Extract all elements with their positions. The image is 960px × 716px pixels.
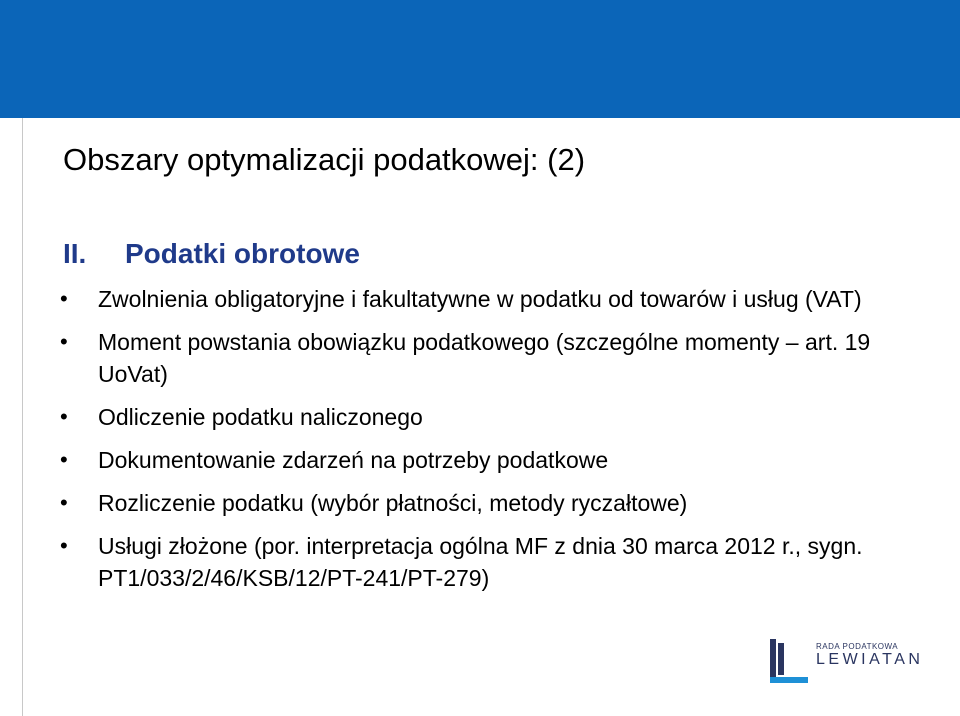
bullet-list (58, 283, 938, 605)
bullet-item: • Rozliczenie podatku (wybór płatności, metody ryczałtowe) (58, 487, 938, 519)
bullet-item: • Moment powstania obowiązku podatkowego (szczególne momenty – art. 19 UoVat) (58, 326, 938, 390)
logo-mark-icon (768, 637, 810, 685)
bullet-item: • Zwolnienia obligatoryjne i fakultatywne w podatku od towarów i usług (VAT) (58, 283, 938, 315)
section-heading (63, 238, 360, 270)
bullet-item: • Odliczenie podatku naliczonego (58, 401, 938, 433)
left-divider (22, 118, 23, 716)
logo-big-text: LEWIATAN (816, 651, 924, 668)
bullet-item: • Usługi złożone (por. interpretacja ogólna MF z dnia 30 marca 2012 r., sygn. PT1/033/2/46/KSB/12/PT-241/PT-279) (58, 530, 938, 594)
lewiatan-logo (768, 637, 928, 687)
slide-title: Obszary optymalizacji podatkowej: (2) (63, 142, 586, 177)
bullet-item: • Dokumentowanie zdarzeń na potrzeby podatkowe (58, 444, 938, 476)
header-band (0, 0, 960, 118)
logo-small-text: RADA PODATKOWA (816, 642, 899, 651)
section-title: Podatki obrotowe (125, 238, 360, 269)
section-numeral: II. (63, 238, 87, 269)
